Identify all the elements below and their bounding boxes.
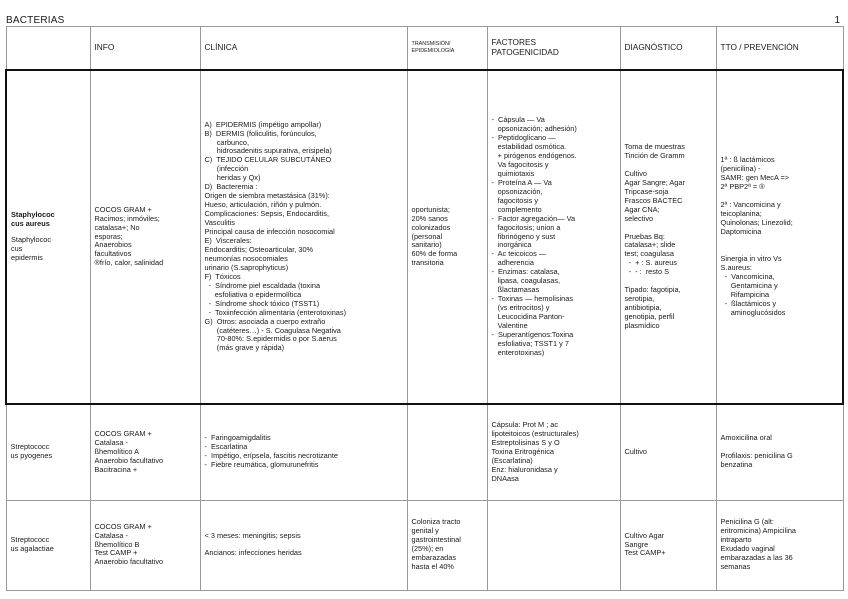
organism-name: Staphylococ cus epidermis — [11, 235, 52, 262]
clinica-cell: - Faringoamigdalitis - Escarlatina - Impétigo, erípsela, fascitis necrotizante - Fiebre reumática, glomurunefritis — [200, 404, 407, 500]
header-diagnostico: DIAGNÓSTICO — [620, 27, 716, 71]
bacteria-table — [5, 26, 844, 591]
clinica-cell: A) EPIDERMIS (impétigo ampollar) B) DERMIS (foliculitis, forúnculos, carbunco, hidrosadenitis supurativa, erisipela) C) TEJIDO CELULAR SUBCUTÁNEO (infección heridas y Qx) D) Bacteremia : Origen de siembra metastásica (31%): Hueso, articulación, riñón y pulmón. Complicaciones: Sepsis, Endocarditis, Vasculitis Principal causa de infección nosocomial E) Viscerales: Endocarditis; Osteoarticular, 30% neumonías nosocomiales urinario (S.saprophyticus) F) Tóxicos - Síndrome piel escaldada (toxina esfoliativa o epidermolítica - Síndrome shock tóxico (TSST1) - Toxiinfección alimentaria (enterotoxinas) G) Otros: asociada a cuerpo extraño (catéteres…) - S. Coagulasa Negativa 70-80%: S.epidermidis o por S.aerus (más grave y rápida) — [200, 70, 407, 404]
organism-name: Staphylococ cus aureus — [11, 210, 55, 229]
transmision-cell: oportunista; 20% sanos colonizados (personal sanitario) 60% de forma transitoria — [407, 70, 487, 404]
header-tto: TTO / PREVENCIÓN — [716, 27, 843, 71]
diagnostico-cell: Toma de muestras Tinción de Gramm Cultivo Agar Sangre; Agar Tripcase-soja Frascos BACTEC Agar CNA; selectivo Pruebas Bq: catalasa+; slide test; coagulasa - + : S. aureus - - : resto S Tipado: fagotipia, serotipia, antibiotipia, genotipia, perfil plasmídico — [620, 70, 716, 404]
header-transmision: TRANSMISIÓN/ EPIDEMIOLOGÍA — [407, 27, 487, 71]
page-title: BACTERIAS — [6, 15, 65, 26]
organism-name: Streptococc us agalactiae — [10, 535, 54, 553]
tto-cell: 1ª : ß lactámicos (penicilina) - SAMR: gen MecA => 2ª PBP2ª = ® 2ª : Vancomicina y teicoplanina; Quinolonas; Linezolid; Daptomicina Sinergia in vitro Vs S.aureus: - Vancomicina, Gentamicina y Rifampicina - ßlactámicos y aminoglucósidos — [716, 70, 843, 404]
header-clinica: CLÍNICA — [200, 27, 407, 71]
transmision-cell — [407, 404, 487, 500]
clinica-cell: < 3 meses: meningitis; sepsis Ancianos: infecciones heridas — [200, 500, 407, 590]
organism-name: Streptococc us pyogenes — [10, 442, 53, 461]
info-cell: COCOS GRAM + Catalasa - ßhemolítico A Anaerobio facultativo Bacitracina + — [90, 404, 200, 500]
organism-cell — [6, 70, 90, 404]
tto-cell: Penicilina G (alt: eritromicina) Ampicilina intraparto Exudado vaginal embarazadas a las 36 semanas — [716, 500, 843, 590]
header-factores: FACTORES PATOGENICIDAD — [487, 27, 620, 71]
factores-cell — [487, 500, 620, 590]
organism-cell — [6, 500, 90, 590]
header-organism — [6, 27, 90, 71]
table-row-pyogenes — [6, 404, 843, 500]
tto-cell: Amoxicilina oral Profilaxis: penicilina G benzatina — [716, 404, 843, 500]
info-cell: COCOS GRAM + Catalasa - ßhemolítico B Test CAMP + Anaerobio facultativo — [90, 500, 200, 590]
diagnostico-cell: Cultivo — [620, 404, 716, 500]
factores-cell: - Cápsula — Va opsonización; adhesión) - Peptidoglicano — estabilidad osmótica. + pirógenos endógenos. Va fagocitosis y quimiotaxis - Proteína A — Va opsonización, fagocitosis y complemento - Factor agregación— Va fagocitosis; union a fibrinógeno y sust inorgánica - Ac teicoicos — adherencia - Enzimas: catalasa, lipasa, coagulasas, ßlactamasas - Toxinas — hemolisinas (vs eritrocitos) y Leucocidina Panton- Valentine - Superantígenos:Toxina esfoliativa; TSST1 y 7 enterotoxinas) — [487, 70, 620, 404]
factores-cell: Cápsula: Prot M ; ac lipoteitoicos (estructurales) Estreptolisinas S y O Toxina Eritrogénica (Escarlatina) Enz: hialuronidasa y DNAasa — [487, 404, 620, 500]
table-header-row — [6, 27, 843, 71]
header-info: INFO — [90, 27, 200, 71]
table-row-agalactiae — [6, 500, 843, 590]
info-cell: COCOS GRAM + Racimos; inmóviles; catalasa+; No esporas; Anaerobios facultativos ®frío, calor, salinidad — [90, 70, 200, 404]
transmision-cell: Coloniza tracto genital y gastrointestinal (25%); en embarazadas hasta el 40% — [407, 500, 487, 590]
page-number: 1 — [834, 15, 840, 26]
table-row-staphylococcus — [6, 70, 843, 404]
organism-cell — [6, 404, 90, 500]
diagnostico-cell: Cultivo Agar Sangre Test CAMP+ — [620, 500, 716, 590]
